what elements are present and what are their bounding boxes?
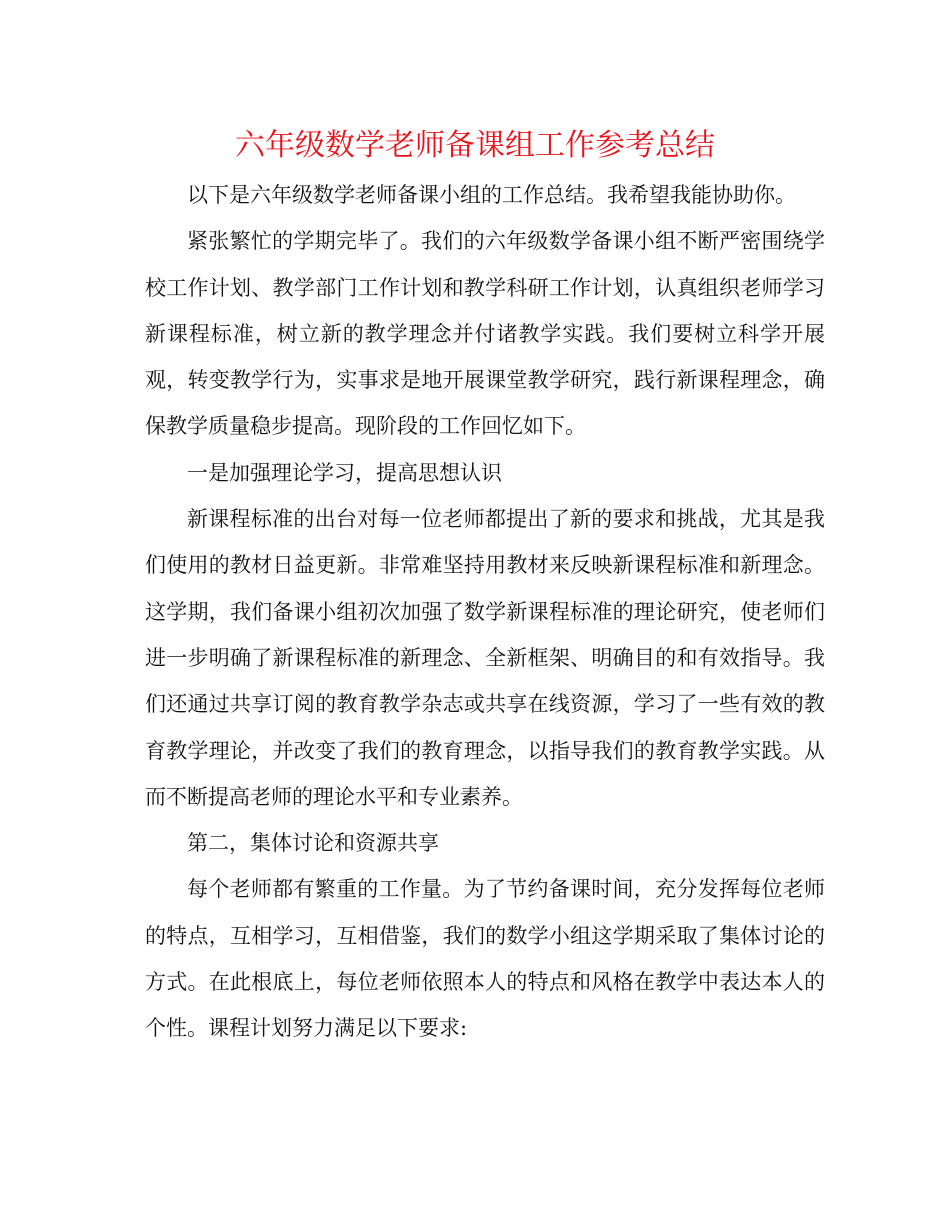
paragraph-intro: 以下是六年级数学老师备课小组的工作总结。我希望我能协助你。 <box>187 183 796 207</box>
section-heading-collective-discussion: 第二，集体讨论和资源共享 <box>187 831 439 856</box>
document-body <box>145 172 825 1052</box>
section-heading-theory-study: 一是加强理论学习，提高思想认识 <box>187 460 502 485</box>
paragraph-theory-study: 新课程标准的出台对每一位老师都提出了新的要求和挑战，尤其是我们使用的教材日益更新。非常难坚持用教材来反映新课程标准和新理念。这学期，我们备课小组初次加强了数学新课程标准的理论研究，使老师们进一步明确了新课程标准的新理念、全新框架、明确目的和有效指导。我们还通过共享订阅的教育教学杂志或共享在线资源，学习了一些有效的教育教学理论，并改变了我们的教育理念，以指导我们的教育教学实践。从而不断提高老师的理论水平和专业素养。 <box>145 507 825 809</box>
paragraph-overview: 紧张繁忙的学期完毕了。我们的六年级数学备课小组不断严密围绕学校工作计划、教学部门工作计划和教学科研工作计划，认真组织老师学习新课程标准，树立新的教学理念并付诸教学实践。我们要树立科学开展观，转变教学行为，实事求是地开展课堂教学研究，践行新课程理念，确保教学质量稳步提高。现阶段的工作回忆如下。 <box>145 229 825 439</box>
document-title: 六年级数学老师备课组工作参考总结 <box>235 128 715 163</box>
paragraph-collective-discussion: 每个老师都有繁重的工作量。为了节约备课时间，充分发挥每位老师的特点，互相学习，互相借鉴，我们的数学小组这学期采取了集体讨论的方式。在此根底上，每位老师依照本人的特点和风格在教学中表达本人的个性。课程计划努力满足以下要求: <box>145 877 825 1041</box>
